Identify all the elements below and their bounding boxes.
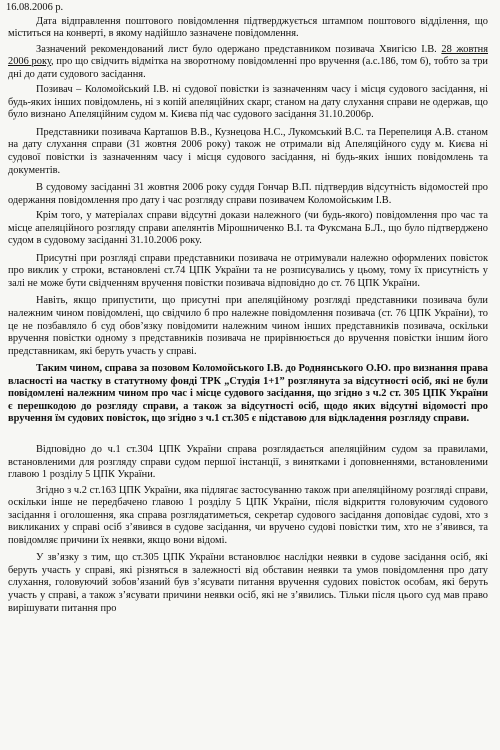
paragraph-representatives: Представники позивача Карташов В.В., Кузнецова Н.С., Лукомський В.С. та Перепелиця А.В. станом на дату слухання справи (31 жовтня 2006 року) також не отримали від Апеляційного суду м. Києва ні судової повістки із зазначенням часу і місця судового засідання, ні будь-яких інших повідомлень та документів. <box>8 126 488 176</box>
paragraph-registered-letter <box>8 44 488 82</box>
paragraph-text: Зазначений рекомендований лист було одержано представником позивача Хвигісю І.В. <box>36 43 442 55</box>
document-date: 16.08.2006 р. <box>6 2 64 13</box>
paragraph-hearing: В судовому засіданні 31 жовтня 2006 року суддя Гончар В.П. підтвердив відсутність відомостей про одержання повідомлення про дату і час розгляду справи позивачем Коломойським І.В. <box>8 182 488 206</box>
paragraph-article-163: Згідно з ч.2 ст.163 ЦПК України, яка підлягає застосуванню також при апеляційному розгляді справи, оскільки інше не передбачено главою 1 розділу 5 ЦПК України, після відкриття головуючим судового засідання і оголошення, яка справа розглядатиметься, секретар судового засідання доповідає судові, хто з викликаних у справі осіб з’явився в судове засідання, чи вручено судові повістки тим, хто не з’явився, та повідомляє причини їх неявки, якщо вони відомі. <box>8 484 488 546</box>
paragraph-plaintiff: Позивач – Коломойський І.В. ні судової повістки із зазначенням часу і місця судового засідання, ні будь-яких інших повідомлень, ні з копій апеляційних скарг, станом на дату слухання справи не одержав, що було визнано Апеляційним судом м. Києва під час судового засідання 31.10.2006р. <box>8 84 488 121</box>
paragraph-text: , про що свідчить відмітка на зворотному повідомленні про вручення (а.с.186, том 6), тобто за три дні до дати судового засідання. <box>8 56 488 80</box>
underlined-date: 28 жовтня 2006 року <box>8 43 488 68</box>
paragraph-conclusion: Таким чином, справа за позовом Коломойського І.В. до Роднянського О.Ю. про визнання права власності на частку в статутному фонді ТРК „Студія 1+1” розглянута за відсутності осіб, які не були повідомлені належним чином про час і місце судового засідання, що згідно з ч.2 ст. 305 ЦПК України є перешкодою до розгляду справи, а також за відсутності осіб, щодо яких відсутні відомості про вручення їм судових повісток, що згідно з ч.1 ст.305 є підставою для відкладення розгляду справи. <box>8 363 488 425</box>
paragraph-present-representatives: Присутні при розгляді справи представники позивача не отримували належно оформлених повісток про виклик у строки, встановлені ст.74 ЦПК України та не розписувались у цьому, тому їх присутність у залі не може бути свідченням вручення повістки позивача відповідно до ст. 76 ЦПК України. <box>8 252 488 289</box>
paragraph-article-304: Відповідно до ч.1 ст.304 ЦПК України справа розглядається апеляційним судом за правилами, встановленими для розгляду справи судом першої інстанції, з винятками і доповненнями, встановленими главою 1 розділу 5 ЦПК України. <box>8 443 488 481</box>
paragraph-postal-stamp: Дата відправлення поштового повідомлення підтверджується штампом поштового відділення, що міститься на конверті, в якому надійшло зазначене повідомлення. <box>8 15 488 40</box>
paragraph-appellants: Крім того, у матеріалах справи відсутні докази належного (чи будь-якого) повідомлення про час та місце апеляційного розгляду справи апелянтів Мірошниченко В.І. та Фуксмана Б.Л., що було підтверджено судом в судовому засіданні 31.10.2006 року. <box>8 210 488 247</box>
paragraph-assumption: Навіть, якщо припустити, що присутні при апеляційному розгляді представники позивача були належним чином повідомлені, що свідчило б про належне повідомлення позивача (ст. 76 ЦПК України), то це не позбавляло б суд обов’язку повідомити належним чином інших представників позивача, оскільки вручення повістки одному з представників позивача не прирівнюється до вручення повістки іншим його представникам, які беруть участь у справі. <box>8 295 488 357</box>
paragraph-article-305: У зв’язку з тим, що ст.305 ЦПК України встановлює наслідки неявки в судове засідання осіб, які беруть участь у справі, які різняться в залежності від обставин неявки та умов повідомлення про дату слухання, головуючий зобов’язаний був з’ясувати питання вручення судових повісток особам, які беруть участь у справі, а також з’ясувати причини неявки осіб, які не з’явились. Тільки після цього суд мав право вирішувати питання про <box>8 552 488 614</box>
